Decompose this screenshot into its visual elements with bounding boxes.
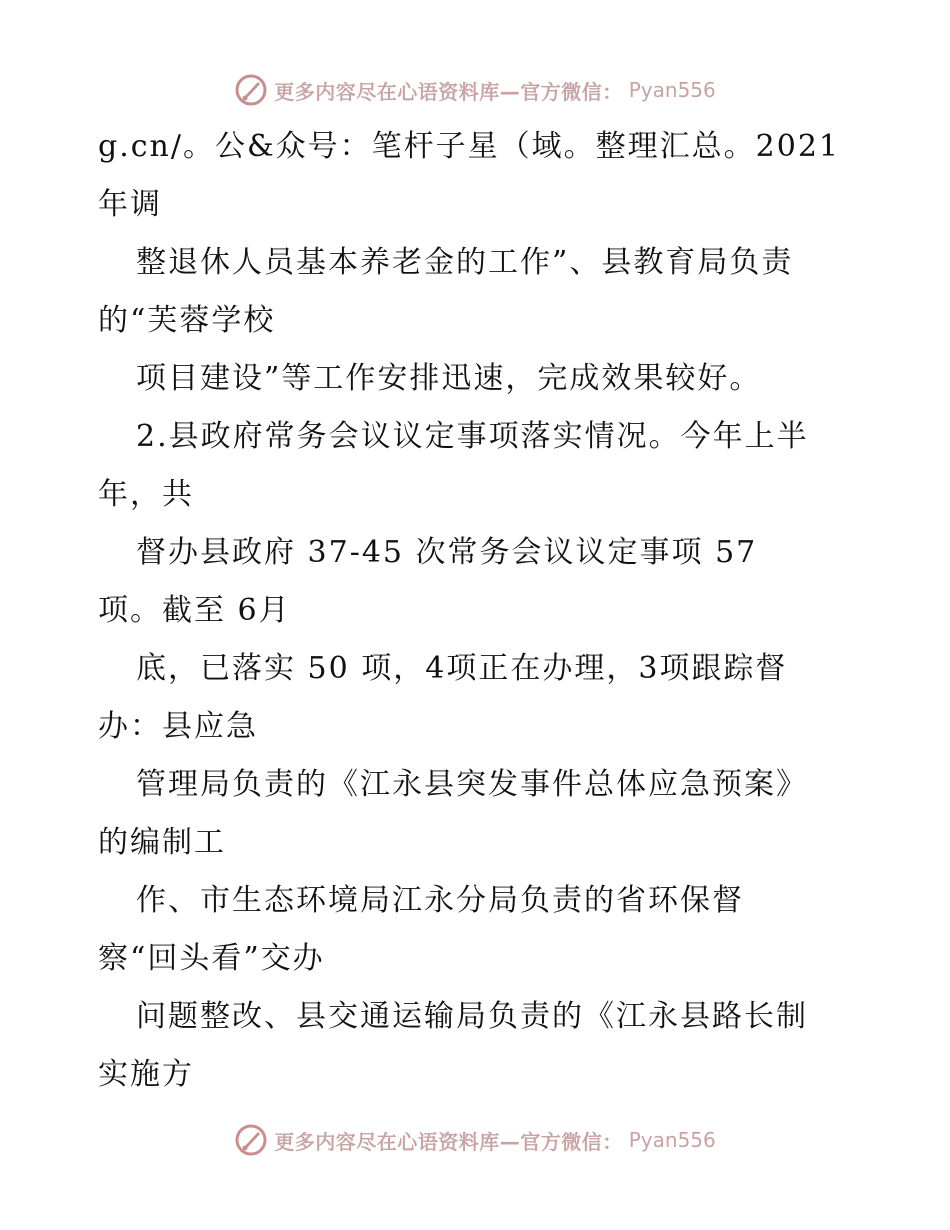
text-line: 项。截至 6月 [98, 593, 291, 628]
text-line: 督办县政府 37-45 次常务会议议定事项 57 [136, 535, 758, 570]
text-line: 年，共 [98, 477, 194, 512]
text-line: 管理局负责的《江永县突发事件总体应急预案》 [136, 767, 808, 802]
footer-banner [0, 1120, 950, 1160]
text-line: 察“回头看”交办 [98, 941, 325, 976]
text-line: 作、市生态环境局江永分局负责的省环保督 [136, 883, 744, 918]
text-line: 实施方 [98, 1057, 194, 1092]
text-line: 整退休人员基本养老金的工作”、县教育局负责 [136, 245, 794, 280]
text-line: g.cn/。公&众号：笔杆子星（域。整理汇总。2021 [98, 129, 841, 164]
banner-wechat-id: Pyan556 [628, 1128, 716, 1152]
document-body [98, 118, 858, 1104]
banner-text: 更多内容尽在心语资料库—官方微信： [274, 79, 623, 104]
text-line: 年调 [98, 187, 162, 222]
banner-wechat-id: Pyan556 [628, 78, 716, 102]
text-line: 项目建设”等工作安排迅速，完成效果较好。 [136, 361, 762, 396]
text-line: 的“芙蓉学校 [98, 303, 276, 338]
text-line: 问题整改、县交通运输局负责的《江永县路长制 [136, 999, 808, 1034]
text-line: 办：县应急 [98, 709, 258, 744]
text-line: 底，已落实 50 项，4项正在办理，3项跟踪督 [136, 651, 788, 686]
brush-logo-icon [234, 1123, 268, 1157]
text-line: 的编制工 [98, 825, 226, 860]
brush-logo-icon [234, 73, 268, 107]
banner-text: 更多内容尽在心语资料库—官方微信： [274, 1129, 623, 1154]
header-banner [0, 70, 950, 110]
text-line: 2.县政府常务会议议定事项落实情况。今年上半 [136, 419, 809, 454]
